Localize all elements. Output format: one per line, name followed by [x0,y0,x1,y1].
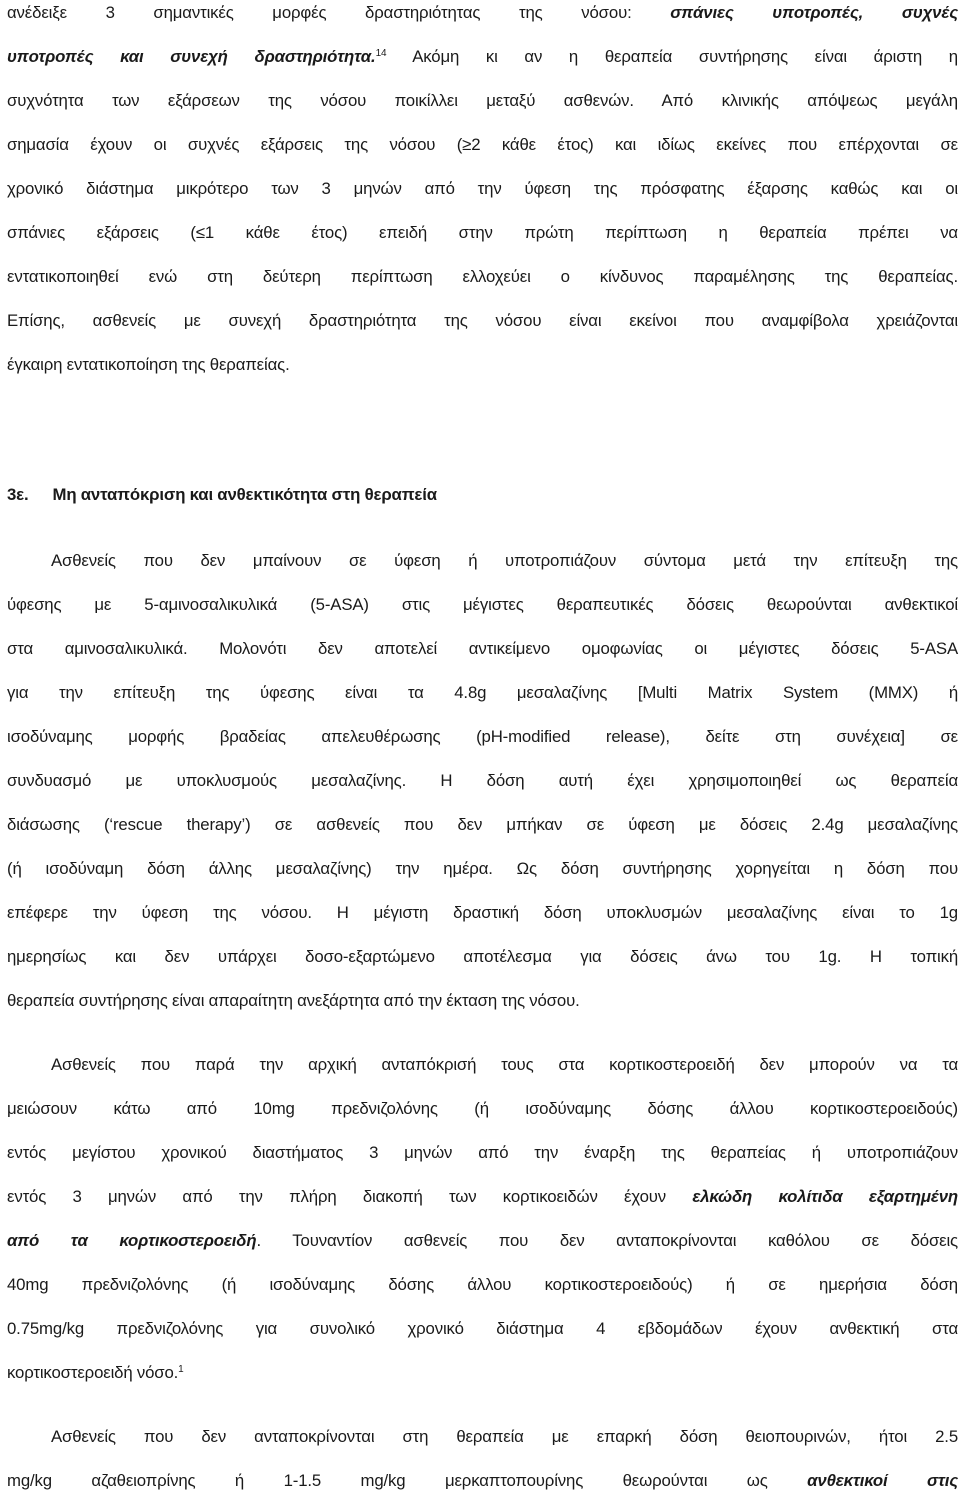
text-run: . Τουναντίον ασθενείς που δεν ανταποκρίνονται καθόλου σε δόσεις [256,1231,958,1250]
text-line: Ασθενείς που δεν μπαίνουν σε ύφεση ή υποτροπιάζουν σύντομα μετά την επίτευξη της [51,551,958,570]
text-run: κορτικοστεροειδή νόσο. [7,1363,179,1382]
text-run: ανέδειξε 3 σημαντικές μορφές δραστηριότητας της νόσου: [7,3,671,22]
text-line: σημασία έχουν οι συχνές εξάρσεις της νόσου (≥2 κάθε έτος) και ιδίως εκείνες που επέρχονται σε [7,135,958,154]
text-line: Ασθενείς που παρά την αρχική ανταπόκρισή τους στα κορτικοστεροειδή δεν μπορούν να τα [51,1055,958,1074]
text-line: εντατικοποιηθεί ενώ στη δεύτερη περίπτωση ελλοχεύει ο κίνδυνος παραμέλησης της θεραπείας. [7,267,958,286]
text-line: επέφερε την ύφεση της νόσου. Η μέγιστη δραστική δόση υποκλυσμών μεσαλαζίνης είναι το 1g [7,903,958,922]
text-line: 40mg πρεδνιζολόνης (ή ισοδύναμης δόσης άλλου κορτικοστεροειδούς) ή σε ημερήσια δόση [7,1275,958,1294]
emphasis-text: ελκώδη κολίτιδα εξαρτημένη [692,1187,958,1206]
text-line: συνδυασμό με υποκλυσμούς μεσαλαζίνης. Η δόση αυτή έχει χρησιμοποιηθεί ως θεραπεία [7,771,958,790]
text-line: Επίσης, ασθενείς με συνεχή δραστηριότητα της νόσου είναι εκείνοι που αναμφίβολα χρειάζονται [7,311,958,330]
text-line: για την επίτευξη της ύφεσης είναι τα 4.8g μεσαλαζίνης [Multi Matrix System (MMX) ή [7,683,958,702]
text-line: εντός μεγίστου χρονικού διαστήματος 3 μηνών από την έναρξη της θεραπείας ή υποτροπιάζουν [7,1143,958,1162]
text-line: 0.75mg/kg πρεδνιζολόνης για συνολικό χρονικό διάστημα 4 εβδομάδων έχουν ανθεκτική στα [7,1319,958,1338]
text-line: έγκαιρη εντατικοποίηση της θεραπείας. [7,355,290,374]
emphasis-text: από τα κορτικοστεροειδή [7,1231,257,1250]
text-line: θεραπεία συντήρησης είναι απαραίτητη ανεξάρτητα από την έκταση της νόσου. [7,991,580,1010]
text-line [7,1362,958,1384]
section-heading [7,484,958,506]
text-line: ημερησίως και δεν υπάρχει δοσο-εξαρτώμενο αποτέλεσμα για δόσεις άνω του 1g. Η τοπική [7,947,958,966]
text-line [7,1230,958,1252]
text-line: ύφεσης με 5-αμινοσαλικυλικά (5-ASA) στις μέγιστες θεραπευτικές δόσεις θεωρούνται ανθεκτικοί [7,595,958,614]
emphasis-text: ανθεκτικοί στις [807,1471,958,1490]
text-line [7,1470,958,1492]
emphasis-text: υποτροπές και συνεχή δραστηριότητα. [7,47,376,66]
section-number: 3ε. [7,485,29,504]
text-run: εντός 3 μηνών από την πλήρη διακοπή των κορτικοειδών έχουν [7,1187,693,1206]
text-line: χρονικό διάστημα μικρότερο των 3 μηνών από την ύφεση της πρόσφατης έξαρσης καθώς και οι [7,179,958,198]
text-line: σπάνιες εξάρσεις (≤1 κάθε έτος) επειδή στην πρώτη περίπτωση η θεραπεία πρέπει να [7,223,958,242]
text-line [7,1186,958,1208]
text-line: (ή ισοδύναμη δόση άλλης μεσαλαζίνης) την ημέρα. Ως δόση συντήρησης χορηγείται η δόση που [7,859,958,878]
text-line [7,2,958,24]
emphasis-text: σπάνιες υποτροπές, συχνές [670,3,958,22]
section-title: Μη ανταπόκριση και ανθεκτικότητα στη θεραπεία [52,485,437,504]
text-line: μειώσουν κάτω από 10mg πρεδνιζολόνης (ή ισοδύναμης δόσης άλλου κορτικοστεροειδούς) [7,1099,958,1118]
footnote-ref: 14 [375,48,387,59]
text-line: Ασθενείς που δεν ανταποκρίνονται στη θεραπεία με επαρκή δόση θειοπουρινών, ήτοι 2.5 [51,1427,958,1446]
text-line [7,46,958,68]
footnote-ref: 1 [178,1364,184,1375]
text-run: Ακόμη κι αν η θεραπεία συντήρησης είναι άριστη η [386,47,958,66]
text-line: διάσωσης (‘rescue therapy’) σε ασθενείς που δεν μπήκαν σε ύφεση με δόσεις 2.4g μεσαλαζίνης [7,815,958,834]
text-line: συχνότητα των εξάρσεων της νόσου ποικίλλει μεταξύ ασθενών. Από κλινικής απόψεως μεγάλη [7,91,958,110]
text-line: ισοδύναμης μορφής βραδείας απελευθέρωσης (pH-modified release), δείτε στη συνέχεια] σε [7,727,958,746]
text-run: mg/kg αζαθειοπρίνης ή 1-1.5 mg/kg μερκαπτοπουρίνης θεωρούνται ως [7,1471,808,1490]
text-line: στα αμινοσαλικυλικά. Μολονότι δεν αποτελεί αντικείμενο ομοφωνίας οι μέγιστες δόσεις 5-ASA [7,639,958,658]
